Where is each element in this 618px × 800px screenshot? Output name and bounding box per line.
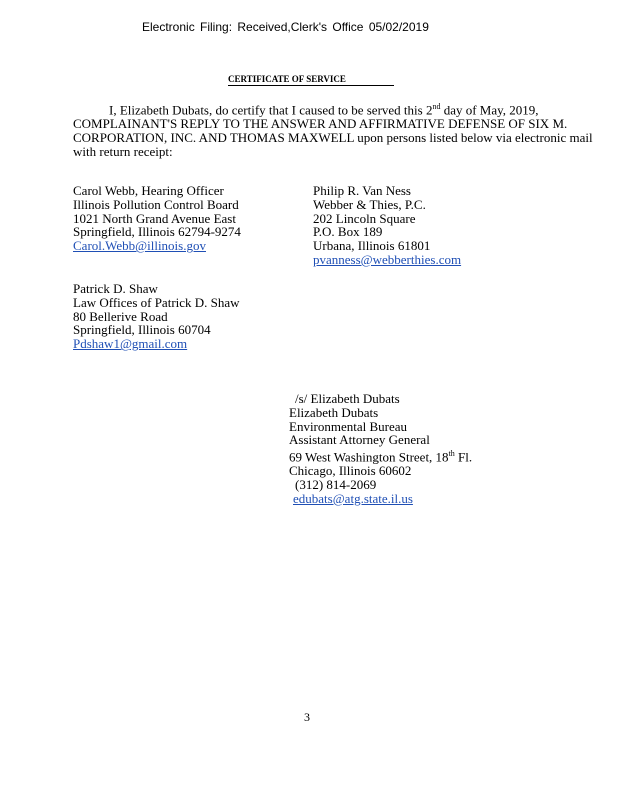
recipient-city: Urbana, Illinois 61801 xyxy=(313,238,431,254)
recipient-block-van-ness xyxy=(313,184,461,267)
signer-title: Assistant Attorney General xyxy=(289,432,430,448)
recipient-email-link[interactable]: pvanness@webberthies.com xyxy=(313,251,462,267)
signer-city: Chicago, Illinois 60602 xyxy=(289,463,412,479)
filing-stamp: Electronic Filing: Received,Clerk's Office 05/02/2019 xyxy=(142,20,429,34)
recipient-org: Law Offices of Patrick D. Shaw xyxy=(73,294,240,310)
recipient-po-box: P.O. Box 189 xyxy=(313,224,383,240)
electronic-signature: /s/ Elizabeth Dubats xyxy=(295,391,400,406)
page-number: 3 xyxy=(304,710,310,724)
recipient-city: Springfield, Illinois 60704 xyxy=(73,322,211,338)
recipient-email-link[interactable]: Pdshaw1@gmail.com xyxy=(73,336,188,352)
signer-email-link[interactable]: edubats@atg.state.il.us xyxy=(293,490,413,506)
signature-block xyxy=(289,392,472,506)
certificate-body-part1: I, Elizabeth Dubats, do certify that I caused to be served this 2 xyxy=(109,102,433,118)
certificate-body-sup: nd xyxy=(432,102,441,111)
recipient-org: Webber & Thies, P.C. xyxy=(313,196,426,212)
signer-phone: (312) 814-2069 xyxy=(295,477,377,493)
recipient-org: Illinois Pollution Control Board xyxy=(73,196,239,212)
signer-street: 69 West Washington Street, 18th Fl. xyxy=(289,449,473,465)
certificate-body-part2: day of May, 2019, COMPLAINANT'S REPLY TO THE ANSWER AND AFFIRMATIVE DEFENSE OF SIX M. CORPORATION, INC. AND THOMAS MAXWELL upon persons listed below via electronic mail with return receipt: xyxy=(73,102,593,160)
signer-name: Elizabeth Dubats xyxy=(289,404,379,420)
recipient-address: 202 Lincoln Square xyxy=(313,210,416,226)
recipient-block-webb xyxy=(73,184,241,253)
recipient-address: 1021 North Grand Avenue East xyxy=(73,210,236,226)
recipient-city: Springfield, Illinois 62794-9274 xyxy=(73,224,241,240)
recipient-email-link[interactable]: Carol.Webb@illinois.gov xyxy=(73,238,206,254)
certificate-body xyxy=(73,100,595,159)
signer-bureau: Environmental Bureau xyxy=(289,418,408,434)
recipient-name: Patrick D. Shaw xyxy=(73,281,158,296)
certificate-title: CERTIFICATE OF SERVICE xyxy=(228,74,394,86)
recipient-address: 80 Bellerive Road xyxy=(73,308,168,324)
recipient-name: Philip R. Van Ness xyxy=(313,183,411,198)
recipient-name: Carol Webb, Hearing Officer xyxy=(73,183,224,198)
recipient-block-shaw xyxy=(73,282,240,351)
